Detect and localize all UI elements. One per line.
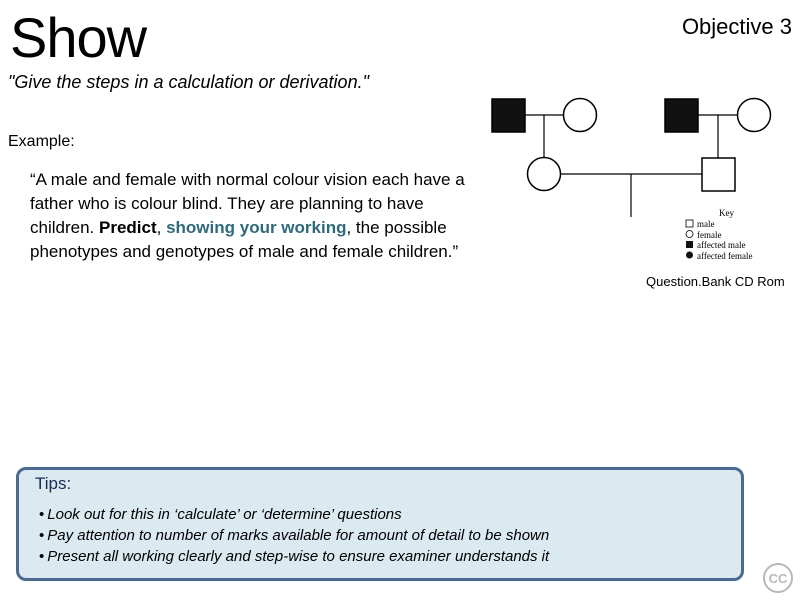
keyword-showing-working: showing your working [166,218,347,237]
example-question [30,168,480,264]
key-male-icon [686,220,693,227]
image-credit: Question.Bank CD Rom [646,274,785,289]
key-item-affected-female: affected female [697,251,753,261]
tips-list [39,504,549,567]
affected-male-symbol [665,99,698,132]
female-symbol [528,158,561,191]
command-term-definition: "Give the steps in a calculation or derivation." [8,72,369,92]
tip-item: • Present all working clearly and step-wise to ensure examiner understands it [39,546,549,567]
female-symbol [564,99,597,132]
slide-title: Show [10,6,147,69]
example-text-part: “A male and female with normal colour vision each have a father who is colour blind. They are planning to have children. [30,170,465,237]
key-item-male: male [697,219,715,229]
key-item-female: female [697,230,722,240]
pedigree-diagram [488,92,788,267]
tip-item: • Pay attention to number of marks available for amount of detail to be shown [39,525,549,546]
key-item-affected-male: affected male [697,240,746,250]
key-affected-female-icon [686,252,693,259]
tips-title: Tips: [35,474,72,493]
objective-label: Objective 3 [681,14,792,39]
keyword-predict: Predict [98,218,157,237]
tip-item: • Look out for this in ‘calculate’ or ‘determine’ questions [39,504,549,525]
male-symbol [702,158,735,191]
creative-commons-icon: CC [763,563,793,593]
example-label: Example: [8,133,75,150]
key-female-icon [686,231,693,238]
example-text-part: , [156,218,167,237]
affected-male-symbol [492,99,525,132]
tips-box [16,467,744,581]
key-title: Key [719,208,734,218]
female-symbol [738,99,771,132]
example-text-part: , the possible phenotypes and genotypes of male and female children.” [30,218,459,261]
key-affected-male-icon [686,241,693,248]
